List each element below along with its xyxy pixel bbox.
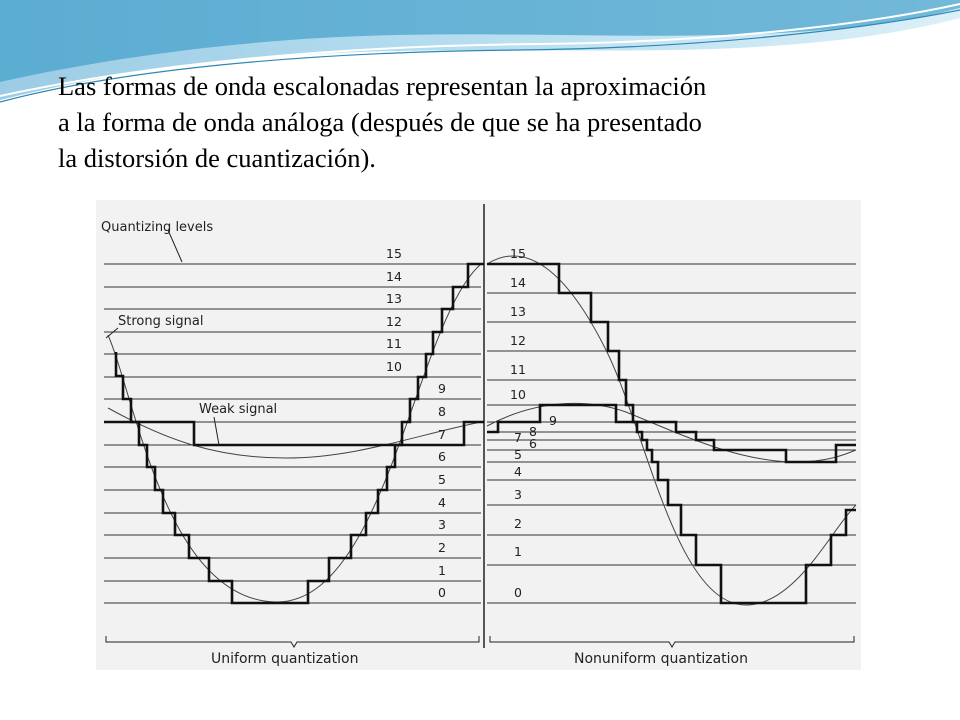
nonuniform-strong-staircase [487,264,856,603]
quantizing-levels-label: Quantizing levels [101,220,214,235]
nonuniform-level-4: 4 [514,464,522,479]
nonuniform-level-7: 7 [514,430,522,445]
nonuniform-level-0: 0 [514,585,522,600]
quantization-figure [96,200,861,670]
uniform-level-4: 4 [438,495,446,510]
nonuniform-level-13: 13 [510,304,526,319]
uniform-level-7: 7 [438,427,446,442]
uniform-quantization-caption: Uniform quantization [211,651,359,667]
nonuniform-level-3: 3 [514,487,522,502]
nonuniform-level-14: 14 [510,275,526,290]
uniform-level-1: 1 [438,563,446,578]
slide-text-line-3: la distorsión de cuantización). [58,143,376,173]
uniform-level-5: 5 [438,472,446,487]
quantization-diagram [96,200,861,670]
uniform-level-11: 11 [386,336,402,351]
slide-text-line-2: a la forma de onda análoga (después de que se ha presentado [58,107,702,137]
nonuniform-level-10: 10 [510,387,526,402]
uniform-level-14: 14 [386,269,402,284]
uniform-level-0: 0 [438,585,446,600]
uniform-level-3: 3 [438,517,446,532]
nonuniform-level-lines [487,264,856,603]
uniform-level-15: 15 [386,246,402,261]
uniform-level-12: 12 [386,314,402,329]
strong-signal-label: Strong signal [118,314,204,329]
uniform-level-9: 9 [438,381,446,396]
nonuniform-quantization-caption: Nonuniform quantization [574,651,748,667]
nonuniform-level-6: 6 [529,436,537,451]
nonuniform-level-9: 9 [549,413,557,428]
nonuniform-weak-analog-wave [487,403,856,462]
nonuniform-level-11: 11 [510,362,526,377]
nonuniform-bracket [490,636,854,647]
uniform-level-13: 13 [386,291,402,306]
strong-signal-pointer [106,328,118,338]
weak-signal-label: Weak signal [199,402,278,417]
nonuniform-level-5: 5 [514,447,522,462]
uniform-level-6: 6 [438,449,446,464]
slide-body-text [58,68,938,176]
slide-text-line-1: Las formas de onda escalonadas representan la aproximación [58,71,707,101]
nonuniform-level-1: 1 [514,544,522,559]
nonuniform-level-12: 12 [510,333,526,348]
uniform-level-10: 10 [386,359,402,374]
uniform-weak-analog-wave [108,408,481,458]
nonuniform-level-15: 15 [510,246,526,261]
uniform-level-numbers [386,246,446,600]
nonuniform-level-8: 8 [529,424,537,439]
uniform-level-8: 8 [438,404,446,419]
nonuniform-weak-staircase [487,405,856,462]
nonuniform-level-2: 2 [514,516,522,531]
uniform-level-2: 2 [438,540,446,555]
weak-signal-pointer [214,417,219,445]
uniform-bracket [106,636,479,647]
